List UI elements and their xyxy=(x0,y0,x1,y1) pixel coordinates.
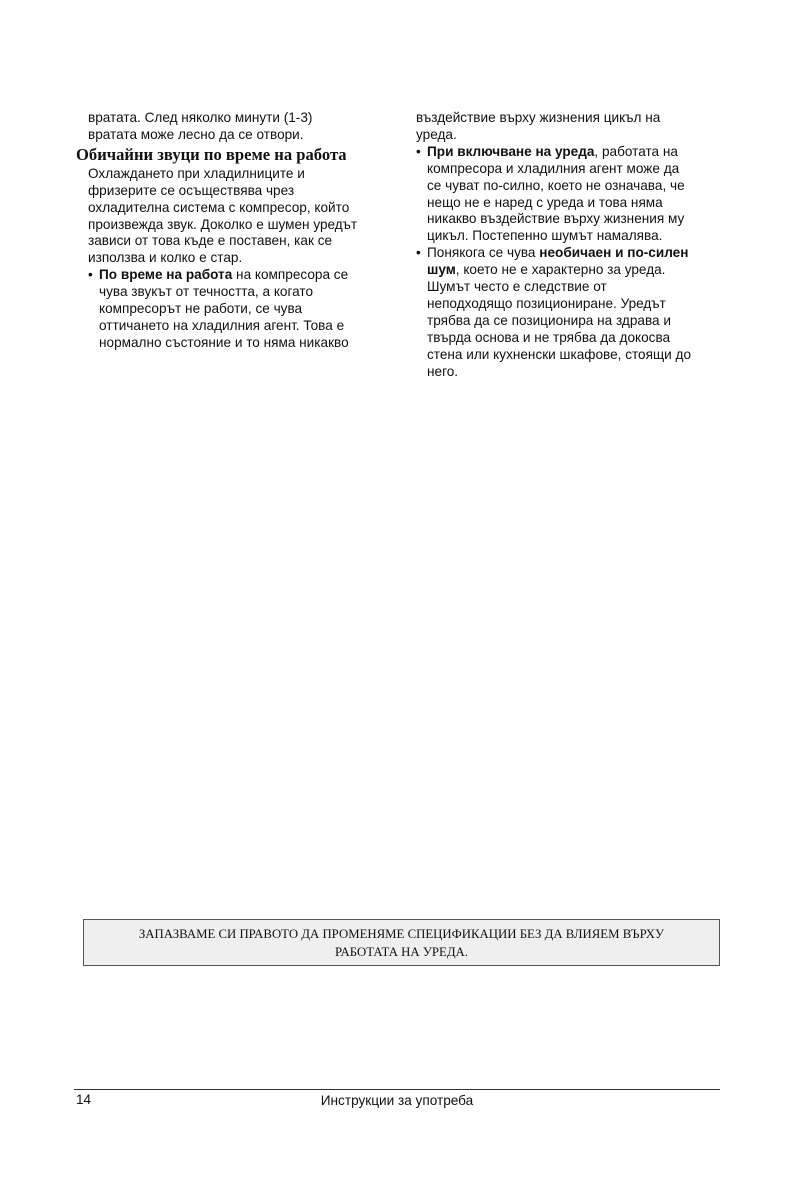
footer-divider xyxy=(74,1089,720,1090)
bullet-line: чува звукът от течността, а когато xyxy=(99,284,314,300)
bullet-bold-text: шум xyxy=(427,262,456,278)
paragraph-line: фризерите се осъществява чрез xyxy=(88,182,295,198)
bullet-icon: • xyxy=(88,267,93,283)
paragraph-line: зависи от това къде е поставен, как се xyxy=(88,233,333,249)
bullet-text: Понякога се чува xyxy=(427,245,540,261)
bullet-line: стена или кухненски шкафове, стоящи до xyxy=(427,346,692,362)
right-column xyxy=(416,110,726,381)
notice-line: ЗАПАЗВАМЕ СИ ПРАВОТО ДА ПРОМЕНЯМЕ СПЕЦИФИКАЦИИ БЕЗ ДА ВЛИЯЕМ ВЪРХУ xyxy=(138,927,665,941)
bullet-text: , работата на xyxy=(594,143,678,159)
bullet-line: трябва да се позиционира на здрава и xyxy=(427,312,671,328)
bullet-line: твърда основа и не трябва да докосва xyxy=(427,329,671,345)
intro-line: вратата може лесно да се отвори. xyxy=(88,126,304,142)
intro-line: въздействие върху жизнения цикъл на xyxy=(416,110,661,125)
bullet-line xyxy=(99,267,388,284)
bullet-line: неподходящо позициониране. Уредът xyxy=(427,295,666,311)
bullet-item-unusual-noise xyxy=(416,245,726,380)
bullet-line: нещо не е наред с уреда и това няма xyxy=(427,194,663,210)
bullet-line: никакво въздействие върху жизнения му xyxy=(427,211,685,227)
bullet-text: на компресора се xyxy=(232,267,349,283)
bullet-line: компресора и хладилния агент може да xyxy=(427,160,680,176)
bullet-line: компресорът не работи, се чува xyxy=(99,301,303,317)
notice-box xyxy=(83,919,720,966)
paragraph-line: Охлаждането при хладилниците и xyxy=(88,165,305,181)
bullet-line: оттичането на хладилния агент. Това е xyxy=(99,317,345,333)
bullet-line xyxy=(427,245,726,262)
paragraph-line: използва и колко е стар. xyxy=(88,250,243,266)
bullet-bold-text: По време на работа xyxy=(99,267,233,283)
left-column xyxy=(76,110,388,352)
paragraph-line: произвежда звук. Доколко е шумен уредът xyxy=(88,216,358,232)
bullet-line: него. xyxy=(427,363,459,379)
bullet-item-power-on xyxy=(416,144,726,245)
bullet-bold-text: необичаен и по-силен xyxy=(539,245,689,261)
bullet-line: се чуват по-силно, което не означава, че xyxy=(427,177,685,193)
paragraph xyxy=(88,166,388,267)
bullet-bold-text: При включване на уреда xyxy=(427,143,595,159)
footer-title: Инструкции за употреба xyxy=(320,1093,474,1108)
bullet-line xyxy=(427,144,726,161)
bullet-line: цикъл. Постепенно шумът намалява. xyxy=(427,228,663,244)
section-heading: Обичайни звуци по време на работа xyxy=(76,144,347,164)
page-number: 14 xyxy=(76,1092,92,1107)
bullet-line: Шумът често е следствие от xyxy=(427,279,607,295)
intro-line: уреда. xyxy=(416,126,457,142)
intro-line: вратата. След няколко минути (1-3) xyxy=(88,110,313,125)
bullet-item-operation xyxy=(88,267,388,352)
bullet-icon: • xyxy=(416,143,421,159)
bullet-icon: • xyxy=(416,245,421,261)
paragraph-line: охладителна система с компресор, който xyxy=(88,199,350,215)
notice-line: РАБОТАТА НА УРЕДА. xyxy=(335,945,468,959)
bullet-text: , което не е характерно за уреда. xyxy=(455,262,666,278)
bullet-line: нормално състояние и то няма никакво xyxy=(99,334,349,350)
bullet-line xyxy=(427,262,726,279)
